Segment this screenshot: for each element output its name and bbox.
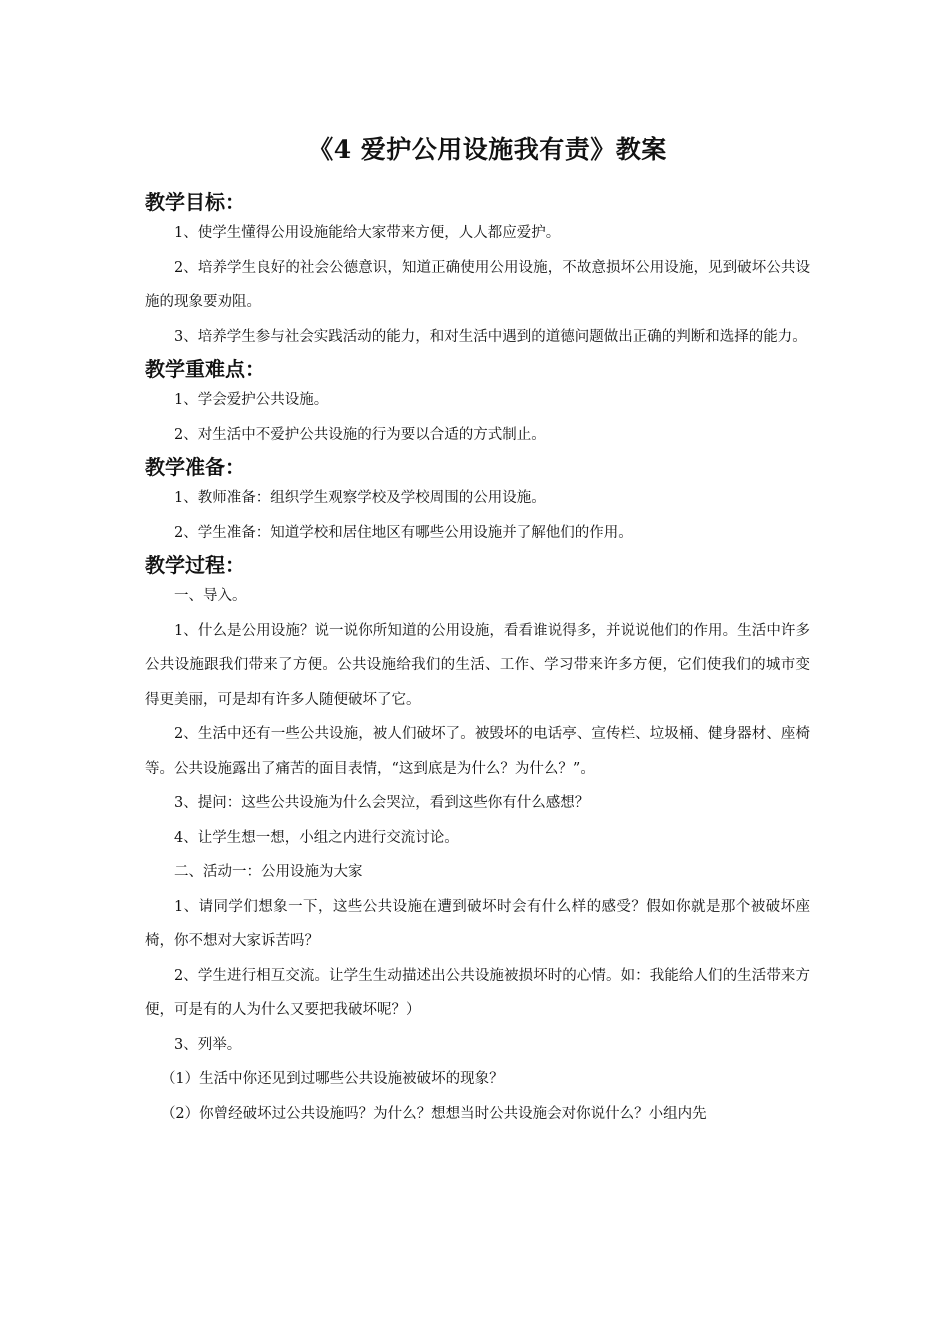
paragraph: 3、列举。: [174, 1036, 242, 1053]
document-body: [145, 130, 810, 1131]
section-heading: 教学过程：: [145, 553, 245, 577]
section-key-points: [145, 355, 810, 452]
document-title: 《4 爱护公用设施我有责》教案: [308, 135, 667, 164]
section-heading: 教学目标：: [145, 190, 245, 214]
paragraph: 1、什么是公用设施？说一说你所知道的公用设施，看看谁说得多，并说说他们的作用。生活中许多公共设施跟我们带来了方便。公共设施给我们的生活、工作、学习带来许多方便，它们使我们的城市变得更美丽，可是却有许多人随便破坏了它。: [145, 622, 810, 708]
paragraph: 2、学生进行相互交流。让学生生动描述出公共设施被损坏时的心情。如：我能给人们的生活带来方便，可是有的人为什么又要把我破坏呢？）: [145, 967, 810, 1018]
paragraph: （2）你曾经破坏过公共设施吗？为什么？想想当时公共设施会对你说什么？小组内先: [160, 1105, 707, 1122]
paragraph: 一、导入。: [174, 588, 247, 604]
paragraph: 3、培养学生参与社会实践活动的能力，和对生活中遇到的道德问题做出正确的判断和选择的能力。: [174, 328, 807, 345]
paragraph: 1、使学生懂得公用设施能给大家带来方便，人人都应爱护。: [174, 225, 561, 241]
section-objectives: [145, 188, 810, 354]
section-preparation: [145, 453, 810, 550]
section-process: [145, 551, 810, 1131]
paragraph: 二、活动一：公用设施为大家: [174, 864, 363, 880]
paragraph: 1、请同学们想象一下，这些公共设施在遭到破坏时会有什么样的感受？假如你就是那个被破坏座椅，你不想对大家诉苦吗？: [145, 898, 810, 949]
paragraph: 2、生活中还有一些公共设施，被人们破坏了。被毁坏的电话亭、宣传栏、垃圾桶、健身器材、座椅等。公共设施露出了痛苦的面目表情，“这到底是为什么？为什么？”。: [145, 726, 810, 777]
paragraph: （1）生活中你还见到过哪些公共设施被破坏的现象？: [160, 1071, 504, 1087]
paragraph: 4、让学生想一想，小组之内进行交流讨论。: [174, 829, 459, 846]
section-heading: 教学准备：: [145, 455, 245, 479]
paragraph: 3、提问：这些公共设施为什么会哭泣，看到这些你有什么感想？: [174, 795, 590, 811]
paragraph: 1、教师准备：组织学生观察学校及学校周围的公用设施。: [174, 490, 546, 506]
section-heading: 教学重难点：: [145, 357, 265, 381]
paragraph: 2、对生活中不爱护公共设施的行为要以合适的方式制止。: [174, 426, 546, 443]
paragraph: 1、学会爱护公共设施。: [174, 392, 329, 408]
paragraph: 2、学生准备：知道学校和居住地区有哪些公用设施并了解他们的作用。: [174, 524, 633, 541]
paragraph: 2、培养学生良好的社会公德意识，知道正确使用公用设施，不故意损坏公用设施，见到破坏公共设施的现象要劝阻。: [145, 259, 810, 310]
